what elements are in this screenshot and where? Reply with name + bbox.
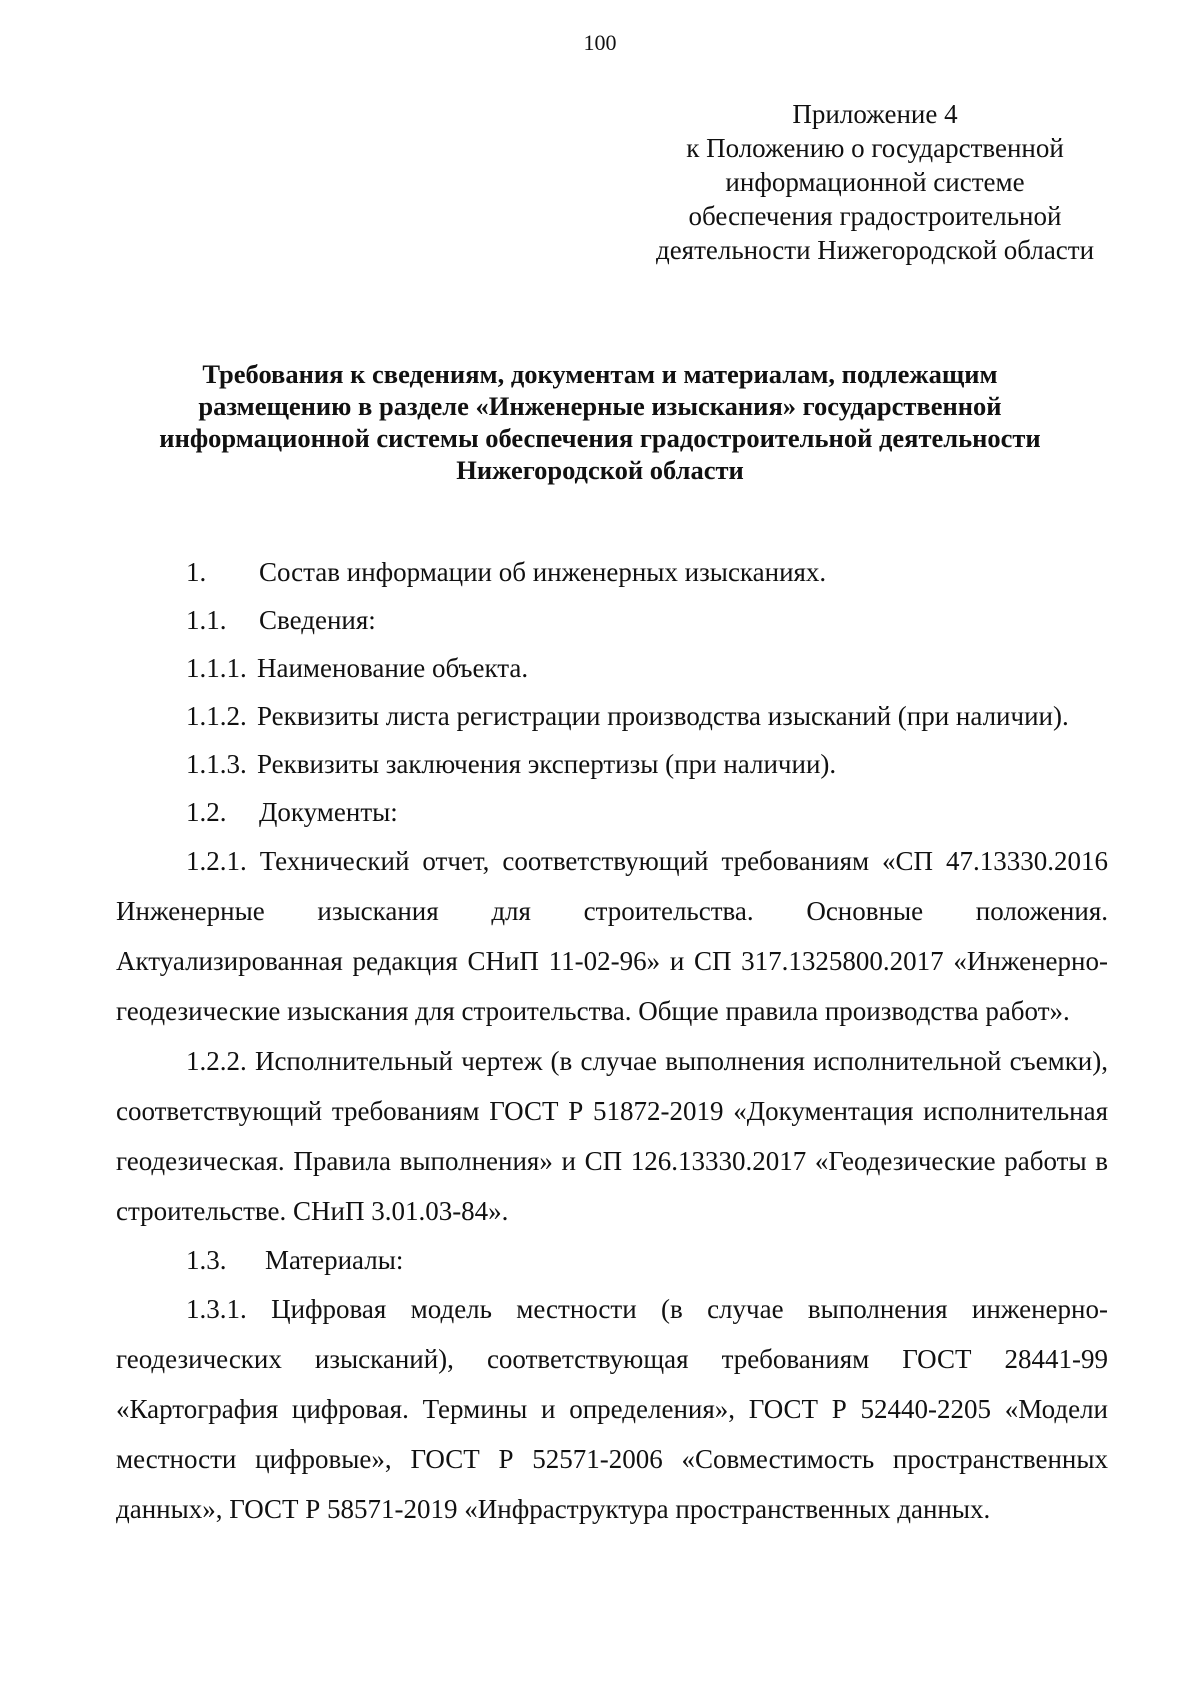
title-line: Требования к сведениям, документам и материалам, подлежащим — [202, 359, 998, 389]
item-number: 1.2. — [186, 797, 227, 827]
appendix-line: к Положению о государственной — [686, 133, 1064, 163]
item-text: Реквизиты заключения экспертизы (при наличии). — [257, 749, 837, 779]
list-item — [116, 596, 1108, 644]
list-item — [116, 644, 1108, 692]
paragraph-text: Исполнительный чертеж (в случае выполнения исполнительной съемки), соответствующий требованиям ГОСТ Р 51872-2019 «Документация исполнительная геодезическая. Правила выполнения» и СП 126.13330.2017 «Геодезические работы в строительстве. СНиП 3.01.03-84». — [116, 1046, 1109, 1226]
item-number: 1.3. — [186, 1245, 227, 1275]
list-item — [116, 692, 1108, 740]
appendix-line: деятельности Нижегородской области — [655, 235, 1095, 265]
item-text: Документы: — [259, 797, 398, 827]
paragraph-number: 1.2.2. — [186, 1046, 247, 1076]
item-text: Сведения: — [259, 605, 376, 635]
appendix-line: обеспечения градостроительной — [688, 201, 1062, 231]
paragraph-1-3-1 — [116, 1284, 1108, 1534]
list-item — [116, 740, 1108, 788]
paragraph-text: Технический отчет, соответствующий требованиям «СП 47.13330.2016 Инженерные изыскания для строительства. Основные положения. Актуализированная редакция СНиП 11-02-96» и СП 317.1325800.2017 «Инженерно-геодезические изыскания для строительства. Общие правила производства работ». — [116, 846, 1108, 1026]
item-number: 1.1.2. — [186, 701, 247, 731]
list-item — [116, 1236, 1108, 1284]
item-number: 1.1. — [186, 605, 227, 635]
appendix-line: информационной системе — [725, 167, 1025, 197]
paragraph-1-2-1 — [116, 836, 1108, 1036]
document-title — [110, 358, 1090, 486]
paragraph-1-2-2 — [116, 1036, 1108, 1236]
item-text: Материалы: — [265, 1245, 404, 1275]
item-text: Состав информации об инженерных изысканиях. — [259, 557, 827, 587]
title-line: Нижегородской области — [456, 455, 744, 485]
list-item — [116, 548, 1108, 596]
item-number: 1.1.1. — [186, 653, 247, 683]
item-number: 1. — [186, 557, 207, 587]
item-number: 1.1.3. — [186, 749, 247, 779]
document-body — [116, 548, 1108, 1534]
item-text: Наименование объекта. — [257, 653, 529, 683]
page-number: 100 — [583, 30, 617, 55]
title-line: информационной системы обеспечения градостроительной деятельности — [159, 423, 1041, 453]
paragraph-text: Цифровая модель местности (в случае выполнения инженерно-геодезических изысканий), соответствующая требованиям ГОСТ 28441-99 «Картография цифровая. Термины и определения», ГОСТ Р 52440-2205 «Модели местности цифровые», ГОСТ Р 52571-2006 «Совместимость пространственных данных», ГОСТ Р 58571-2019 «Инфраструктура пространственных данных. — [116, 1294, 1108, 1524]
list-item — [116, 788, 1108, 836]
paragraph-number: 1.2.1. — [186, 846, 247, 876]
appendix-line: Приложение 4 — [792, 99, 958, 129]
appendix-header — [640, 97, 1110, 267]
paragraph-number: 1.3.1. — [186, 1294, 247, 1324]
title-line: размещению в разделе «Инженерные изыскания» государственной — [198, 391, 1002, 421]
item-text: Реквизиты листа регистрации производства изысканий (при наличии). — [257, 701, 1069, 731]
